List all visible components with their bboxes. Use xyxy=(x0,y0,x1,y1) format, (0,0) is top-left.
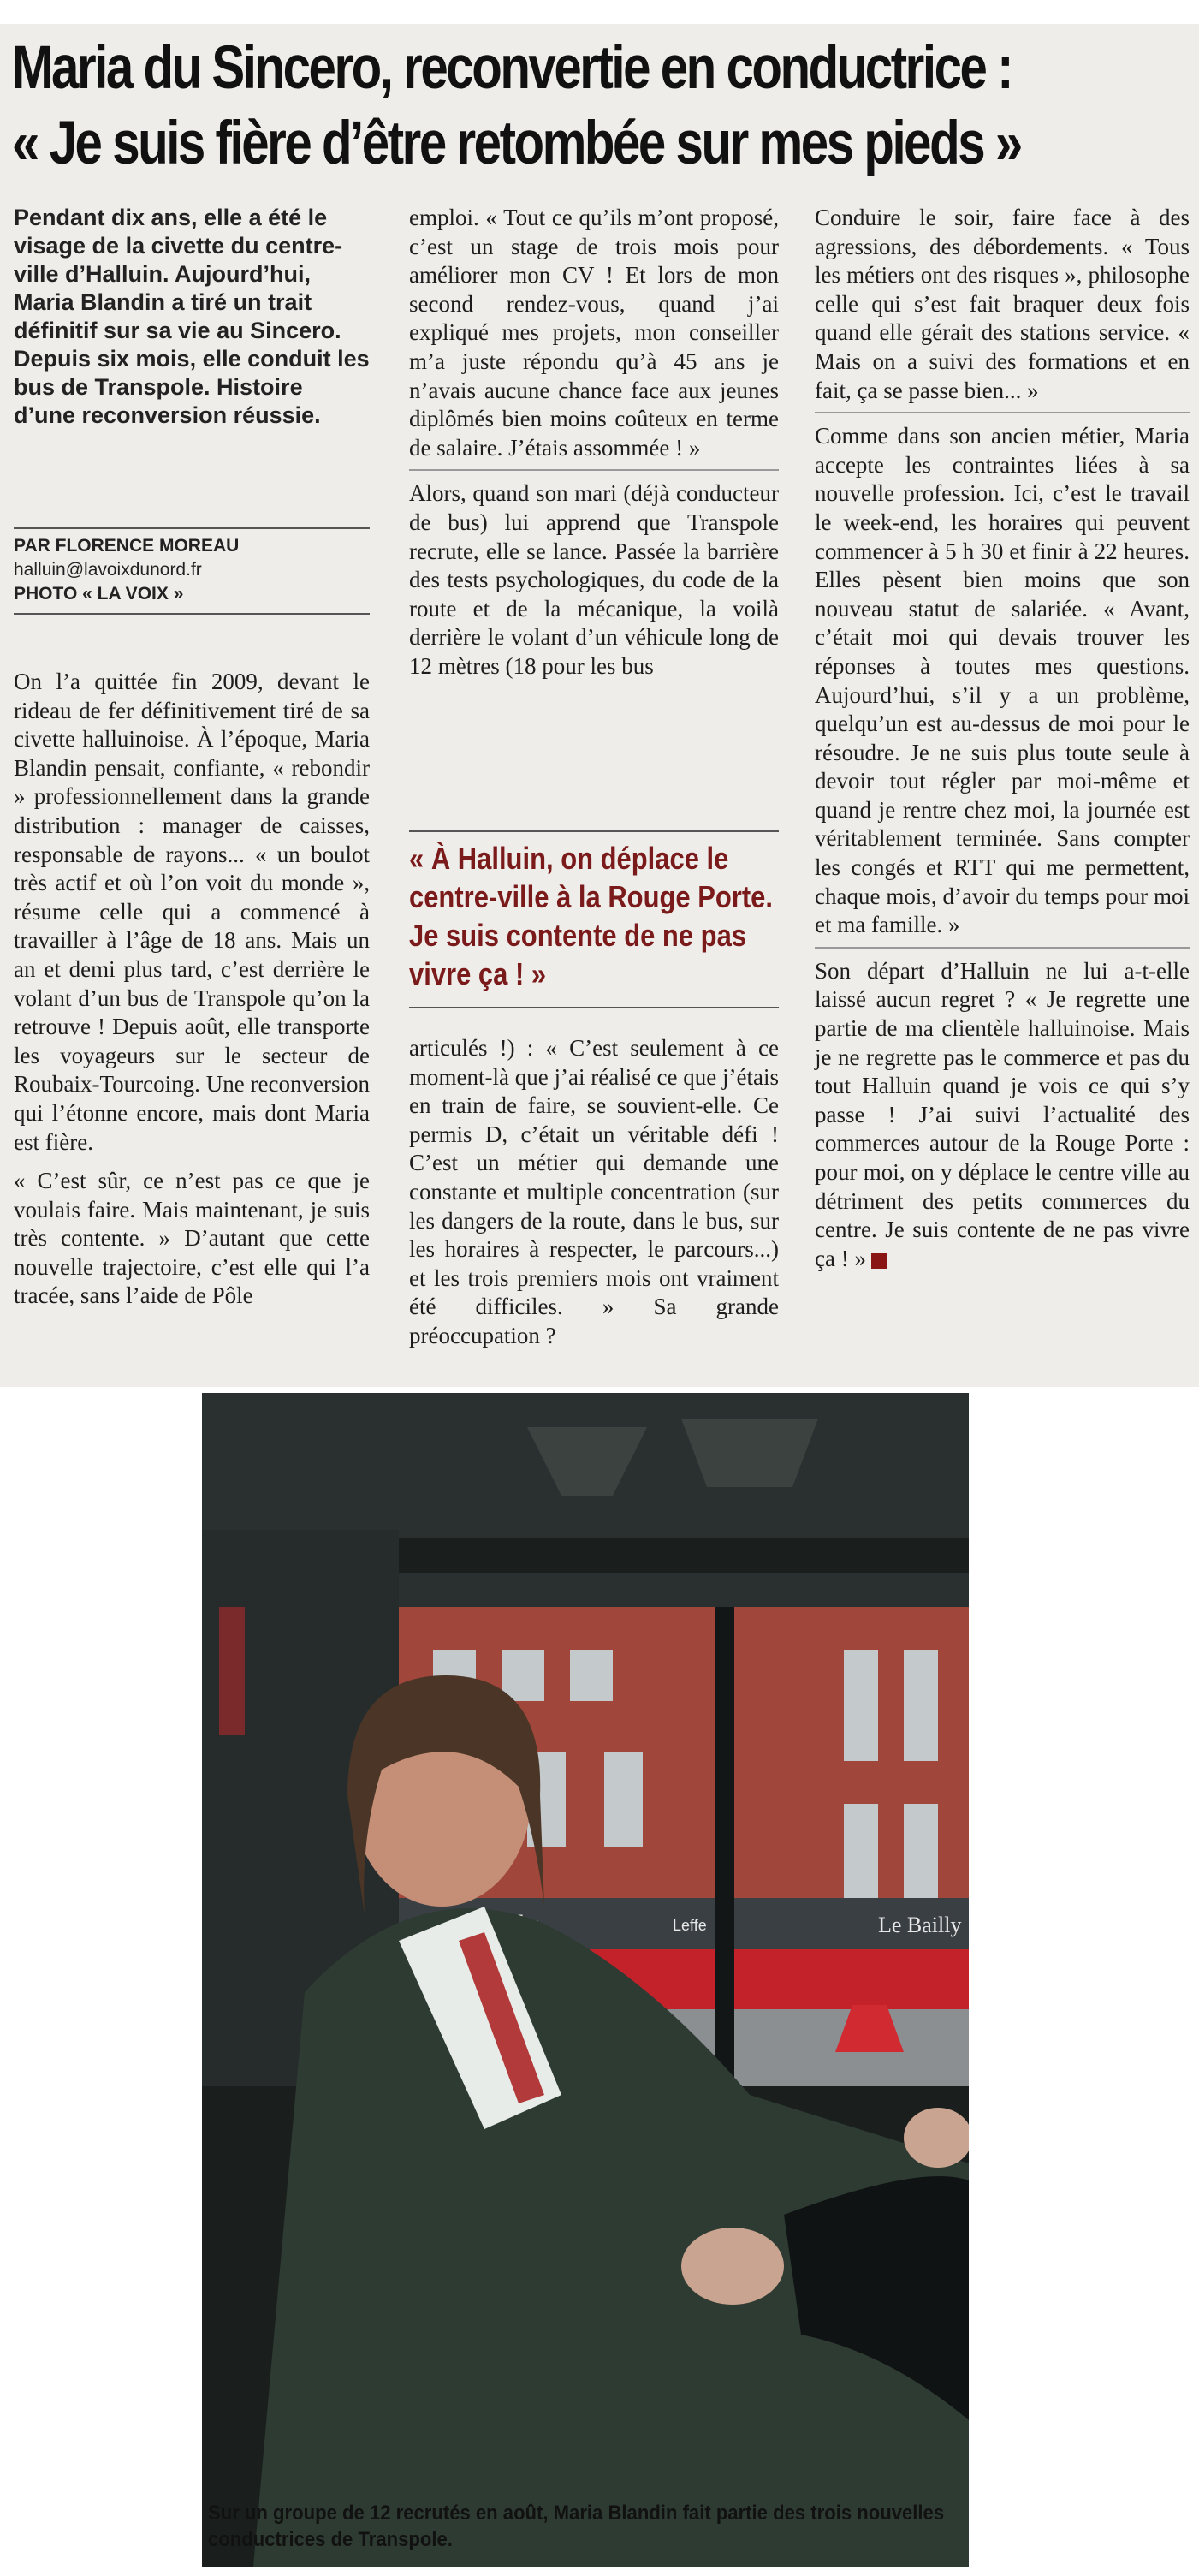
headline-line-1: Maria du Sincero, reconvertie en conductrice : xyxy=(12,34,1012,102)
column-3 xyxy=(815,204,1190,1273)
column-2-paragraph-1: emploi. « Tout ce qu’ils m’ont proposé, c’est un stage de trois mois pour améliorer mon CV ! Et lors de mon second rendez-vous, quand j’ai expliqué mes projets, mon conseiller m’a juste répondu qu’à 45 ans je n’avais aucune chance face aux jeunes diplômés bien moins coûteux en terme de salaire. J’étais assommée ! » xyxy=(409,205,779,461)
driver-photo-illustration xyxy=(202,1393,969,2567)
end-of-article-mark xyxy=(871,1253,887,1269)
column-2-continued xyxy=(409,1034,779,1351)
column-1 xyxy=(14,668,370,1311)
newspaper-clipping xyxy=(0,24,1199,1387)
lead-paragraph: Pendant dix ans, elle a été le visage de la civette du centre-ville d’Halluin. Aujourd’hui, Maria Blandin a tiré un trait définitif sur sa vie au Sincero. Depuis six mois, elle conduit les bus de Transpole. Histoire d’une reconversion réussie. xyxy=(14,205,370,428)
hand-on-wheel xyxy=(681,2228,784,2305)
windshield-pillar xyxy=(715,1607,734,2086)
pullquote-rule-top xyxy=(409,830,779,832)
column-3-paragraph-3 xyxy=(815,957,1190,1274)
shop-sign-text-2: Le Bailly xyxy=(878,1913,962,1937)
windshield-frame xyxy=(339,1538,969,1573)
red-pole xyxy=(219,1607,245,1735)
column-2-separator xyxy=(409,469,779,471)
photo-caption xyxy=(208,2500,961,2553)
byline-rule-top xyxy=(14,527,370,529)
column-3-separator-1 xyxy=(815,412,1190,413)
headline xyxy=(12,31,1021,181)
column-3-paragraph-2: Comme dans son ancien métier, Maria accepte les contraintes liées à sa nouvelle profession. Ici, c’est le travail le week-end, les horaires qui peuvent commencer à 5 h 30 et finir à 22 heures. Elles pèsent bien moins que son nouveau statut de salariée. « Avant, c’était moi qui devais trouver les réponses à toutes mes questions. Aujourd’hui, s’il y a un problème, quelqu’un est au-dessus de moi pour le résoudre. Je ne suis plus toute seule à devoir tout régler par moi-même et quand je rentre chez moi, la journée est véritablement terminée. Sans compter les congés et RTT qui me permettent, chaque mois, d’avoir du temps pour moi et ma famille. » xyxy=(815,423,1190,938)
pullquote-rule-bottom xyxy=(409,1007,779,1008)
byline-rule-bottom xyxy=(14,613,370,615)
column-3-separator-2 xyxy=(815,947,1190,949)
shop-sign-text-4: Leffe xyxy=(673,1917,707,1934)
pull-quote-text: « À Halluin, on déplace le centre-ville à la Rouge Porte. Je suis contente de ne pas vivre ça ! » xyxy=(409,841,773,991)
column-3-paragraph-1: Conduire le soir, faire face à des agressions, des débordements. « Tous les métiers ont des risques », philosophe celle qui s’est fait braquer deux fois quand elle gérait des stations service. « Mais on a suivi des formations et en fait, ça se passe bien... » xyxy=(815,205,1190,403)
photo-caption-text: Sur un groupe de 12 recrutés en août, Maria Blandin fait partie des trois nouvelles conductrices de Transpole. xyxy=(208,2502,945,2551)
column-2-paragraph-3: articulés !) : « C’est seulement à ce moment-là que j’ai réalisé ce que j’étais en train de faire, se souvient-elle. Ce permis D, c’était un véritable défi ! C’est un métier qui demande une constante et multiple concentration (sur les dangers de la route, dans le bus, sur les horaires à respecter, le parcours...) et les trois premiers mois ont vraiment été difficiles. » Sa grande préoccupation ? xyxy=(409,1035,779,1348)
column-2 xyxy=(409,204,779,681)
column-1-paragraph-1: On l’a quittée fin 2009, devant le rideau de fer définitivement tiré de sa civette halluinoise. À l’époque, Maria Blandin pensait, confiante, « rebondir » professionnellement dans la grande distribution : manager de caisses, responsable de rayons... « un boulot très actif et où l’on voit du monde », résume celle qui a commencé à travailler à l’âge de 18 ans. Mais un an et demi plus tard, c’est derrière le volant d’un bus de Transpole qu’on la retrouve ! Depuis août, elle transporte les voyageurs sur le secteur de Roubaix-Tourcoing. Une reconversion qui l’étonne encore, mais dont Maria est fière. xyxy=(14,669,370,1155)
byline-email: halluin@lavoixdunord.fr xyxy=(14,560,202,580)
column-3-paragraph-3-text: Son départ d’Halluin ne lui a-t-elle laissé aucun regret ? « Je regrette une partie de ma clientèle halluinoise. Mais je ne regrette pas le commerce et pas du tout Halluin quand je vois ce qui s’y passe ! J’ai suivi l’actualité des commerces autour de la Rouge Porte : pour moi, on y déplace le centre ville au détriment des petits commerces du centre. Je suis contente de ne pas vivre ça ! » xyxy=(815,957,1190,1271)
headline-line-2: « Je suis fière d’être retombée sur mes pieds » xyxy=(12,110,1021,177)
column-2-paragraph-2: Alors, quand son mari (déjà conducteur de bus) lui apprend que Transpole recrute, elle se lance. Passée la barrière des tests psychologiques, du code de la route et de la mécanique, la voilà derrière le volant d’un véhicule long de 12 mètres (18 pour les bus xyxy=(409,480,779,679)
byline xyxy=(14,534,370,606)
pull-quote xyxy=(409,839,779,993)
byline-author: PAR FLORENCE MOREAU xyxy=(14,536,240,556)
driver-photo xyxy=(202,1393,969,2567)
byline-photo-credit: PHOTO « LA VOIX » xyxy=(14,584,184,604)
column-1-paragraph-2: « C’est sûr, ce n’est pas ce que je voulais faire. Mais maintenant, je suis très contente. » D’autant que cette nouvelle trajectoire, c’est elle qui l’a tracée, sans l’aide de Pôle xyxy=(14,1168,370,1309)
